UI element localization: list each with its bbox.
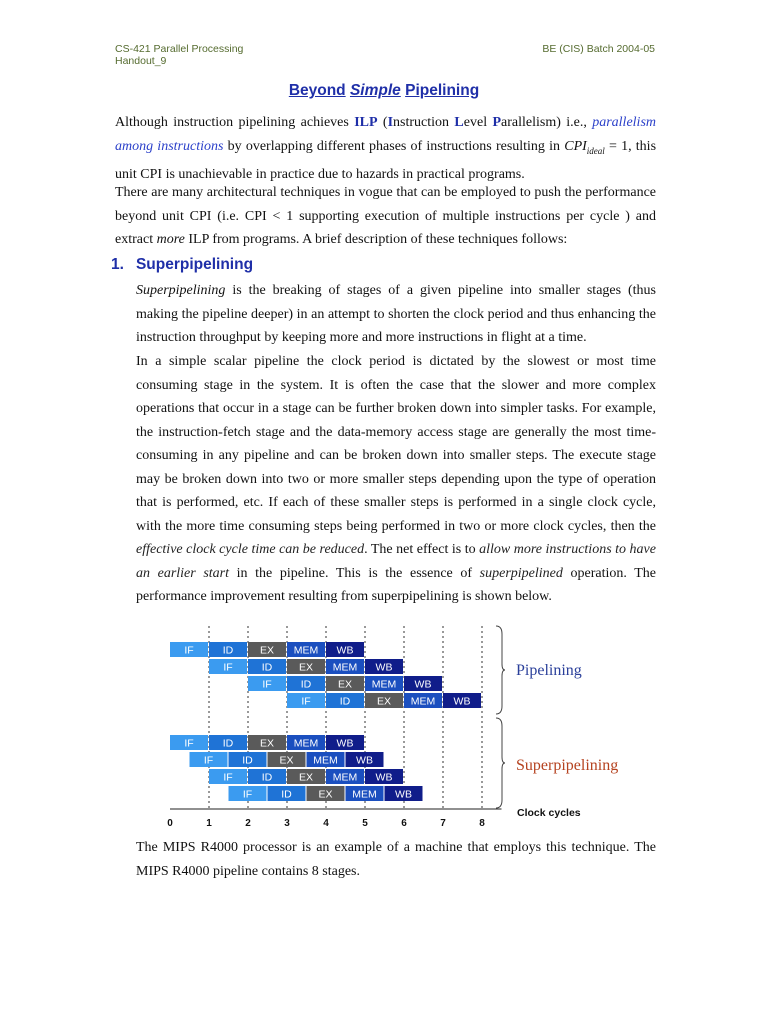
superpipelining-stage-label: MEM (293, 737, 319, 750)
pipelining-stage-label: EX (376, 695, 392, 708)
superpipelining-stage-label: ID (261, 771, 273, 784)
pipelining-stage-label: WB (453, 695, 471, 708)
mips-r4000-paragraph: The MIPS R4000 processor is an example of a machine that employs this technique. The MIPS R4000 pipeline contains 8 stages. (136, 840, 656, 879)
superpipelining-stage-label: ID (222, 737, 234, 750)
superpipelining-stage-label: MEM (313, 754, 338, 767)
pipelining-stage-label: IF (223, 661, 233, 674)
x-tick-label: 4 (323, 818, 329, 829)
x-tick-label: 2 (245, 818, 251, 829)
pipelining-stage-label: EX (337, 678, 353, 691)
course-name: CS-421 Parallel Processing (115, 43, 244, 55)
pipelining-stage-label: WB (336, 644, 354, 657)
superpipelining-stage-label: WB (356, 754, 373, 767)
superpipelining-stage-label: IF (203, 754, 214, 767)
pipelining-stage-label: MEM (293, 644, 319, 657)
superpipelining-stage-label: MEM (352, 788, 377, 801)
pipeline-diagram (140, 618, 640, 830)
superpipelining-stage-label: ID (242, 754, 253, 767)
pipelining-stage-label: WB (414, 678, 432, 691)
superpipelining-stage-label: MEM (332, 771, 358, 784)
superpipelining-stage-label: IF (242, 788, 253, 801)
handout-number: Handout_9 (115, 55, 167, 67)
superpipelining-stage-label: WB (336, 737, 354, 750)
superpipelining-label: Superpipelining (516, 757, 619, 774)
superpipelining-stage-label: EX (298, 771, 314, 784)
superpipelining-stage-label: WB (375, 771, 393, 784)
pipelining-stage-label: IF (301, 695, 311, 708)
x-tick-label: 5 (362, 818, 368, 829)
x-axis-label: Clock cycles (517, 807, 581, 819)
superpipelining-stage-label: ID (281, 788, 292, 801)
superpipelining-brace (496, 718, 505, 808)
pipelining-stage-label: MEM (410, 695, 436, 708)
pipelining-stage-label: MEM (332, 661, 358, 674)
page-header-left (115, 43, 243, 67)
title-word-2: Simple (349, 82, 401, 99)
title-word-3: Pipelining (405, 82, 480, 99)
superpipelining-explanation: In a simple scalar pipeline the clock period is dictated by the slowest or most time consuming stage in the system. It is often the case that the slower and more complex operations that occur in a stage can be further broken down into simpler tasks. For example, the instruction-fetch stage and the data-memory access stage are generally the most time-consuming in any pipeline and can be broken down into smaller steps. The execute stage may be broken down into two or more smaller steps depending upon the type of operation that is performed, etc. If each of these smaller steps is performed in a single clock cycle, with the more time consuming steps being performed in two or more clock cycles, then the effective clock cycle time can be reduced. The net effect is to allow more instructions to have an earlier start in the pipeline. This is the essence of superpipelined operation. The performance improvement resulting from superpipelining is shown below. (136, 354, 656, 604)
batch-label: BE (CIS) Batch 2004-05 (542, 43, 655, 55)
section-heading: 1. Superpipelining (111, 256, 254, 273)
superpipelining-stage-label: IF (184, 737, 194, 750)
pipelining-stage-label: IF (184, 644, 194, 657)
superpipelining-stage-label: IF (223, 771, 233, 784)
x-tick-label: 8 (479, 818, 485, 829)
title-word-1: Beyond (288, 82, 346, 99)
pipelining-stage-label: EX (259, 644, 275, 657)
superpipelining-definition: Superpipelining is the breaking of stages of a given pipeline into smaller stages (thus making the pipeline deeper) in an attempt to shorten the clock period and thus enhancing the instruction throughput by keeping more and more instructions in flight at a time. (136, 283, 656, 345)
pipelining-stage-label: EX (298, 661, 314, 674)
intro-paragraph-2: There are many architectural techniques in vogue that can be employed to push the performance beyond unit CPI (i.e. CPI < 1 supporting execution of multiple instructions per cycle ) and extract more ILP from programs. A brief description of these techniques follows: (115, 185, 656, 247)
pipelining-stage-label: MEM (371, 678, 397, 691)
pipelining-stage-label: ID (300, 678, 312, 691)
x-tick-label: 0 (167, 818, 173, 829)
superpipelining-stage-label: WB (395, 788, 412, 801)
intro-paragraph-1: Although instruction pipelining achieves ILP (Instruction Level Parallelism) i.e., parallelism among instructions by overlapping different phases of instructions resulting in $CPI_{ideal} = 1$, this unit CPI is unachievable in practice due to hazards in practical programs. (115, 115, 657, 182)
x-tick-label: 1 (206, 818, 212, 829)
pipelining-stage-label: ID (222, 644, 234, 657)
x-tick-label: 7 (440, 818, 446, 829)
pipelining-stage-label: WB (375, 661, 393, 674)
superpipelining-stage-label: EX (318, 788, 333, 801)
page-title (0, 82, 768, 100)
pipelining-stage-label: ID (339, 695, 351, 708)
pipelining-stage-label: IF (262, 678, 272, 691)
superpipelining-stage-label: EX (279, 754, 294, 767)
superpipelining-stage-label: EX (259, 737, 275, 750)
x-tick-label: 6 (401, 818, 407, 829)
pipelining-brace (496, 626, 505, 714)
pipelining-stage-label: ID (261, 661, 273, 674)
x-tick-label: 3 (284, 818, 290, 829)
pipelining-label: Pipelining (516, 662, 582, 679)
